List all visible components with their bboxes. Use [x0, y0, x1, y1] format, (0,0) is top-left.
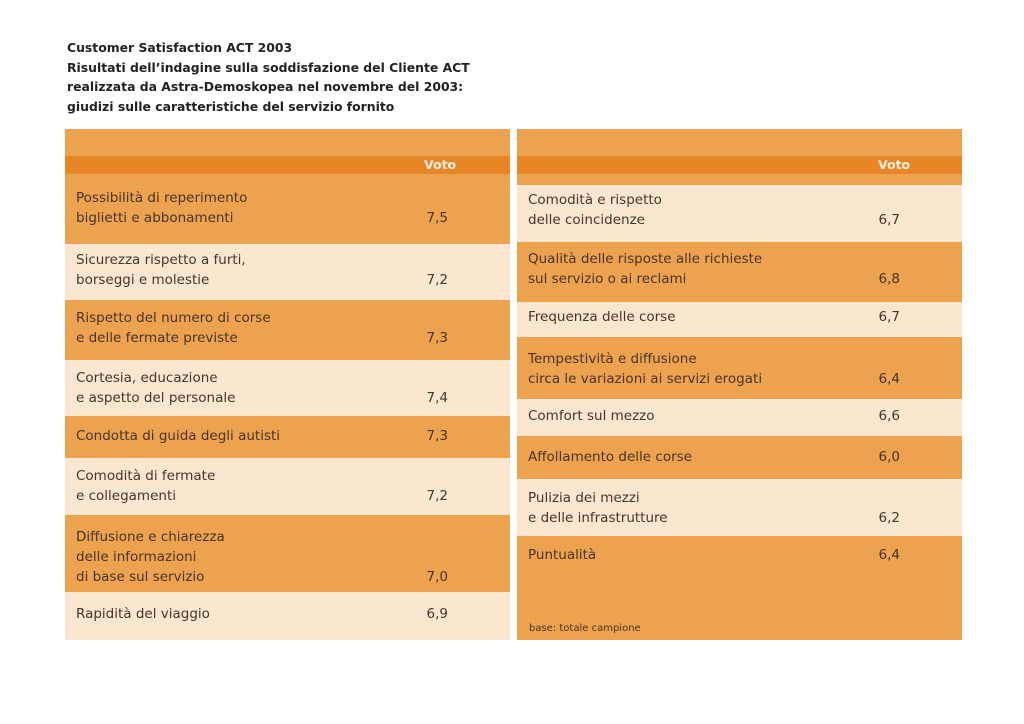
row-vote: 6,6 [878, 408, 900, 424]
row-label [76, 426, 280, 446]
table-row [517, 242, 962, 302]
row-label-line: borseggi e molestie [76, 272, 210, 288]
table-row [65, 300, 510, 360]
row-label [76, 466, 215, 506]
row-label-line: Tempestività e diffusione [528, 351, 697, 367]
row-vote: 7,4 [426, 390, 448, 406]
row-vote: 7,3 [426, 428, 448, 444]
table-row [65, 244, 510, 300]
row-label-line: Comodità di fermate [76, 468, 216, 484]
table-row [517, 302, 962, 337]
row-label-line: e delle fermate previste [76, 330, 238, 346]
table-row [517, 536, 962, 590]
row-vote: 7,2 [426, 272, 448, 288]
row-label-line: e aspetto del personale [76, 390, 236, 406]
row-label [528, 447, 692, 467]
right-rows [517, 185, 962, 590]
row-label-line: e delle infrastrutture [528, 510, 668, 526]
row-label-line: delle coincidenze [528, 212, 645, 228]
row-label [528, 488, 668, 528]
row-label-line: di base sul servizio [76, 569, 205, 585]
row-vote: 6,4 [878, 371, 900, 387]
row-label [76, 604, 210, 624]
row-vote: 6,8 [878, 271, 900, 287]
row-label-line: Sicurezza rispetto a furti, [76, 252, 246, 268]
row-label-line: Cortesia, educazione [76, 370, 218, 386]
row-label-line: Qualità delle risposte alle richieste [528, 251, 763, 267]
row-label-line: Diffusione e chiarezza [76, 529, 225, 545]
row-vote: 7,5 [426, 210, 448, 226]
row-label-line: Pulizia dei mezzi [528, 490, 640, 506]
row-label [528, 406, 655, 426]
row-vote: 7,0 [426, 569, 448, 585]
row-label-line: biglietti e abbonamenti [76, 210, 234, 226]
row-label [528, 190, 662, 230]
table-row [65, 515, 510, 592]
table-row [517, 436, 962, 479]
row-label [528, 349, 762, 389]
table-row [65, 592, 510, 640]
row-label [76, 527, 225, 587]
row-vote: 6,2 [878, 510, 900, 526]
row-label-line: delle informazioni [76, 549, 197, 565]
table-row [517, 185, 962, 242]
row-label-line: Possibilità di reperimento [76, 190, 248, 206]
table-row [517, 337, 962, 399]
title-line: realizzata da Astra-Demoskopea nel novembre del 2003: [67, 79, 464, 94]
row-label [76, 250, 246, 290]
row-label [76, 188, 247, 228]
document-title [67, 38, 487, 116]
row-label-line: Affollamento delle corse [528, 449, 692, 465]
row-label-line: Comfort sul mezzo [528, 408, 655, 424]
row-label-line: circa le variazioni ai servizi erogati [528, 371, 763, 387]
row-vote: 6,4 [878, 547, 900, 563]
row-label [76, 308, 271, 348]
table-row [65, 416, 510, 458]
row-label [76, 368, 235, 408]
row-label-line: Frequenza delle corse [528, 309, 676, 325]
row-vote: 7,3 [426, 330, 448, 346]
row-vote: 6,9 [426, 606, 448, 622]
table-header [517, 156, 962, 174]
row-vote: 6,7 [878, 309, 900, 325]
footnote: base: totale campione [529, 623, 641, 634]
row-label-line: Rispetto del numero di corse [76, 310, 271, 326]
vote-column-header: Voto [424, 157, 457, 172]
left-ratings-table [65, 129, 510, 640]
row-label [528, 307, 676, 327]
row-label [528, 545, 596, 565]
title-line: Risultati dell’indagine sulla soddisfazione del Cliente ACT [67, 59, 470, 75]
row-label-line: Rapidità del viaggio [76, 606, 210, 622]
table-header [65, 156, 510, 174]
left-rows [65, 174, 510, 640]
row-vote: 7,2 [426, 488, 448, 504]
row-label-line: Puntualità [528, 547, 597, 563]
title-line: Customer Satisfaction ACT 2003 [67, 40, 293, 55]
table-row [65, 458, 510, 515]
row-vote: 6,7 [878, 212, 900, 228]
table-row [65, 360, 510, 416]
table-row [65, 174, 510, 244]
title-line: giudizi sulle caratteristiche del servizio fornito [67, 98, 395, 114]
row-label-line: Condotta di guida degli autisti [76, 428, 281, 444]
row-label-line: sul servizio o ai reclami [528, 271, 687, 287]
row-label-line: Comodità e rispetto [528, 192, 662, 208]
vote-column-header: Voto [878, 157, 911, 172]
row-label [528, 249, 762, 289]
row-label-line: e collegamenti [76, 488, 176, 504]
row-vote: 6,0 [878, 449, 900, 465]
table-row [517, 479, 962, 536]
table-row [517, 399, 962, 436]
right-ratings-table [517, 129, 962, 640]
